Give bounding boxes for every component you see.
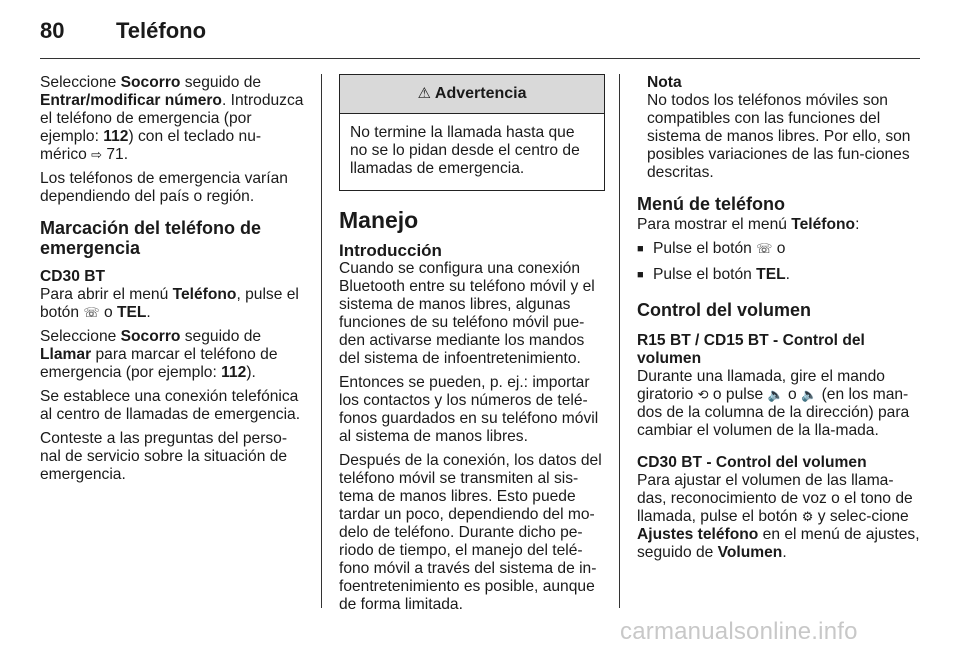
subheading: Introducción <box>339 241 442 260</box>
warning-triangle-icon: ⚠ <box>417 85 431 102</box>
paragraph: Los teléfonos de emergencia varían dependiendo del país o región. <box>40 170 288 205</box>
page-header <box>40 14 920 54</box>
paragraph: Seleccione Socorro seguido de Entrar/modificar número. Introduzca el teléfono de emergencia (por ejemplo: 112) con el teclado nu-mérico ⇨ 71. <box>40 74 304 163</box>
warning-title: Advertencia <box>434 85 527 102</box>
column-2 <box>339 74 605 620</box>
warning-header <box>340 75 604 114</box>
phone-button-icon: ☏ <box>83 305 100 320</box>
subheading: CD30 BT <box>40 268 105 285</box>
note-label: Nota <box>647 74 682 91</box>
page-number: 80 <box>40 18 65 43</box>
section-heading: Control del volumen <box>637 300 812 320</box>
paragraph: Seleccione Socorro seguido de Llamar para marcar el teléfono de emergencia (por ejemplo: 112). <box>40 328 278 381</box>
paragraph: Para mostrar el menú Teléfono: <box>637 216 860 233</box>
column-divider <box>321 74 322 608</box>
rotary-knob-icon: ⟲ <box>697 387 709 402</box>
note-text: No todos los teléfonos móviles son compatibles con las funciones del sistema de manos libres. Por ello, son posibles variaciones de las fun-ciones descritas. <box>647 92 911 181</box>
paragraph: Después de la conexión, los datos del teléfono móvil se transmiten al sis-tema de manos libres. Esto puede tardar un poco, dependiendo del mo-delo de teléfono. Durante dicho pe-riodo de tiempo, el manejo del telé-fono móvil a través del sistema de in-foentretenimiento es posible, aunque de forma limitada. <box>339 452 602 613</box>
volume-down-icon: 🔈 <box>801 387 818 402</box>
section-heading: Marcación del teléfono de emergencia <box>40 218 262 258</box>
bullet-square-icon: ■ <box>637 269 644 281</box>
paragraph: Durante una llamada, gire el mando giratorio ⟲ o pulse 🔈 o 🔈 (en los man-dos de la columna de la dirección) para cambiar el volumen de la lla-mada. <box>637 368 910 439</box>
watermark: carmanualsonline.info <box>620 618 858 645</box>
paragraph: Cuando se configura una conexión Bluetooth entre su teléfono móvil y el sistema de manos libres, algunas funciones de su teléfono móvil pue-den activarse mediante los mandos del sistema de infoentretenimiento. <box>339 260 595 367</box>
list-item: ■ Pulse el botón TEL. <box>637 266 790 283</box>
subheading: R15 BT / CD15 BT - Control del volumen <box>637 332 865 367</box>
volume-up-icon: 🔈 <box>767 387 784 402</box>
page-reference-arrow-icon: ⇨ <box>91 147 103 162</box>
list-item: ■ Pulse el botón ☏ o <box>637 240 786 257</box>
column-3 <box>637 74 921 568</box>
paragraph: Se establece una conexión telefónica al centro de llamadas de emergencia. <box>40 388 301 423</box>
warning-box <box>339 74 605 191</box>
paragraph: Conteste a las preguntas del perso-nal de servicio sobre la situación de emergencia. <box>40 430 288 483</box>
section-heading: Manejo <box>339 207 419 233</box>
paragraph: Entonces se pueden, p. ej.: importar los contactos y los números de telé-fonos guardados en su teléfono móvil al sistema de manos libres. <box>339 374 599 445</box>
column-1 <box>40 74 306 490</box>
phone-button-icon: ☏ <box>756 241 773 256</box>
header-divider <box>40 58 920 59</box>
page-title: Teléfono <box>116 18 207 43</box>
paragraph: Para ajustar el volumen de las llama-das, reconocimiento de voz o el tono de llamada, pulse el botón ⚙ y selec-cione Ajustes teléfono en el menú de ajustes, seguido de Volumen. <box>637 472 920 561</box>
paragraph: Para abrir el menú Teléfono, pulse el botón ☏ o TEL. <box>40 286 299 321</box>
config-button-icon: ⚙ <box>801 509 814 524</box>
subheading: CD30 BT - Control del volumen <box>637 454 867 471</box>
page-reference[interactable]: 71. <box>106 146 129 163</box>
bullet-square-icon: ■ <box>637 243 644 255</box>
warning-body: No termine la llamada hasta que no se lo pidan desde el centro de llamadas de emergencia. <box>350 124 580 177</box>
column-divider <box>619 74 620 608</box>
section-heading: Menú de teléfono <box>637 194 785 214</box>
